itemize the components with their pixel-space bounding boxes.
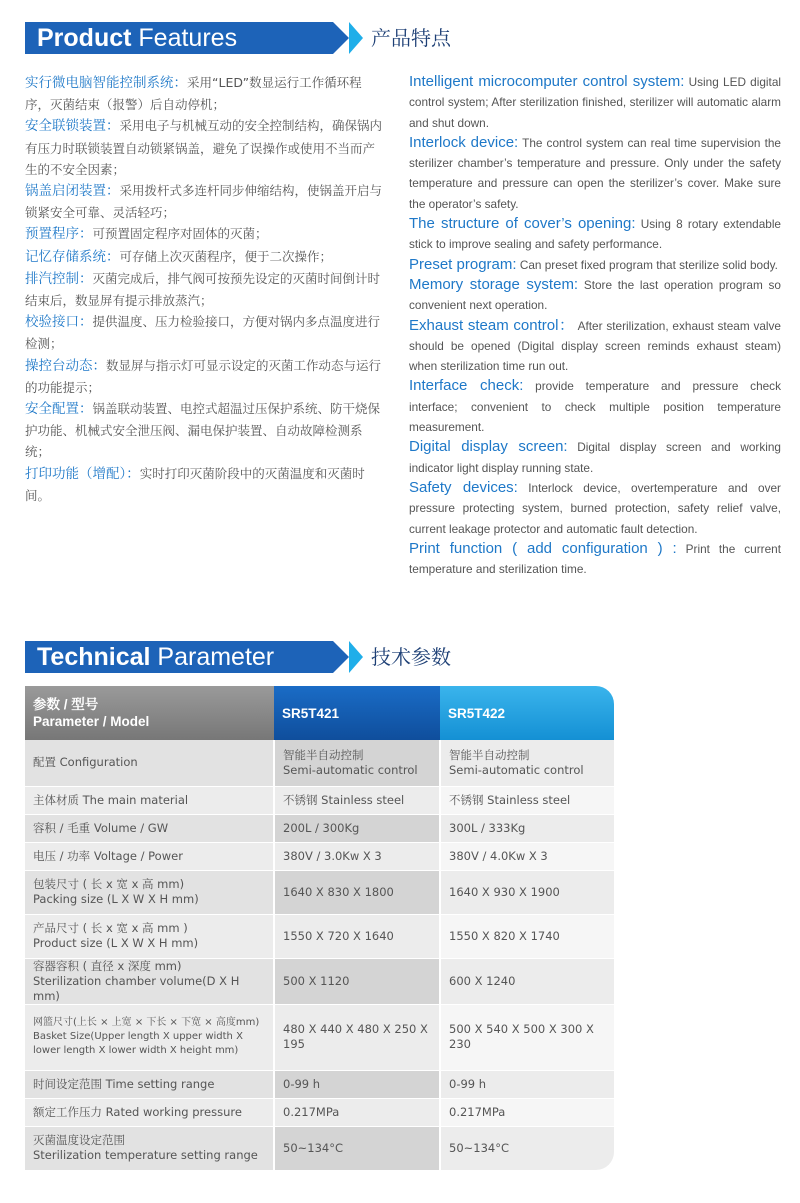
row-value-model-1: 200L / 300Kg: [274, 814, 440, 842]
row-value-model-1: 不锈钢 Stainless steel: [274, 786, 440, 814]
features-list-en: [409, 72, 781, 579]
feature-item: [25, 463, 385, 506]
feature-title: 实行微电脑智能控制系统：: [25, 75, 187, 91]
features-title: Product Features: [37, 24, 238, 52]
table-row: [25, 1004, 614, 1070]
feature-title: The structure of cover’s opening:: [409, 215, 636, 233]
feature-item: [409, 478, 781, 539]
feature-item: [409, 316, 781, 377]
feature-item: [409, 255, 781, 275]
feature-title: Safety devices:: [409, 478, 518, 496]
feature-text: 可预置固定程序对固体的灭菌；: [92, 226, 268, 242]
feature-text: Store the last operation program so convenient next operation.: [409, 277, 781, 313]
feature-text: 可存储上次灭菌程序，便于二次操作；: [119, 248, 333, 264]
row-value-model-2: 0-99 h: [440, 1070, 614, 1098]
row-label: 网篮尺寸(上长 × 上宽 × 下长 × 下宽 × 高度mm) Basket Size(Upper length X upper width X lower length X lower width X height mm): [25, 1004, 274, 1070]
row-value-model-2: 不锈钢 Stainless steel: [440, 786, 614, 814]
table-row: [25, 958, 614, 1004]
feature-title: Preset program:: [409, 255, 517, 273]
feature-text: The control system can real time supervision the sterilizer chamber’s temperature and pressure. Only under the safety temperature and pressure can open the sterilizer’s cover. Make sure the operator’s safety.: [409, 135, 781, 211]
feature-item: [25, 180, 385, 223]
row-value-model-2: 0.217MPa: [440, 1098, 614, 1126]
row-label: 额定工作压力 Rated working pressure: [25, 1098, 274, 1126]
feature-title: Digital display screen:: [409, 438, 568, 456]
product-features-banner: [25, 22, 465, 54]
feature-text: provide temperature and pressure check interface; convenient to check multiple position temperature measurement.: [409, 379, 781, 435]
feature-item: [25, 398, 385, 463]
feature-text: 数显屏与指示灯可显示设定的灭菌工作动态与运行的功能提示；: [25, 357, 382, 395]
feature-text: Using LED digital control system; After sterilization finished, sterilizer will automatic alarm and shut down.: [409, 75, 781, 130]
feature-title: 排汽控制：: [25, 270, 93, 287]
table-row: [25, 786, 614, 814]
feature-item: [25, 311, 385, 354]
feature-item: [25, 115, 385, 180]
feature-title: 安全配置：: [25, 401, 93, 418]
tech-title-cn: 技术参数: [371, 645, 451, 669]
row-value-model-1: 1640 X 830 X 1800: [274, 870, 440, 914]
row-value-model-2: 380V / 4.0Kw X 3: [440, 842, 614, 870]
feature-item: [409, 539, 781, 580]
feature-item: [409, 214, 781, 255]
feature-item: [409, 275, 781, 316]
table-row: [25, 914, 614, 958]
feature-item: [25, 355, 385, 398]
tech-title: Technical Parameter: [37, 643, 275, 671]
banner-accent: [349, 22, 363, 54]
feature-text: 锅盖联动装置、电控式超温过压保护系统、防干烧保护功能、机械式安全泄压阀、漏电保护装置、自动故障检测系统；: [25, 401, 381, 460]
row-label: 配置 Configuration: [25, 740, 274, 786]
feature-text: After sterilization, exhaust steam valve should be opened (Digital display screen reminds exhaust steam) when sterilization time run out.: [409, 318, 781, 374]
feature-text: 采用电子与机械互动的安全控制结构，确保锅内有压力时联锁装置自动锁紧锅盖，避免了误操作或使用不当而产生的不安全因素；: [25, 118, 383, 177]
feature-title: Interlock device:: [409, 133, 519, 151]
table-row: [25, 1126, 614, 1170]
feature-text: 提供温度、压力检验接口，方便对锅内多点温度进行检测；: [25, 314, 381, 352]
row-value-model-2: 300L / 333Kg: [440, 814, 614, 842]
row-label: 容器容积 ( 直径 x 深度 mm) Sterilization chamber volume(D X H mm): [25, 958, 274, 1004]
feature-text: Can preset fixed program that sterilize solid body.: [516, 257, 778, 272]
row-label: 容积 / 毛重 Volume / GW: [25, 814, 274, 842]
technical-parameter-banner: [25, 641, 475, 673]
row-value-model-1: 智能半自动控制 Semi-automatic control: [274, 740, 440, 786]
feature-text: Interlock device, overtemperature and over pressure protecting system, burned protection, safety relief valve, current leakage protector and automatic fault detection.: [409, 480, 781, 536]
feature-title: 校验接口：: [25, 314, 93, 331]
feature-text: Print the current temperature and sterilization time.: [409, 541, 781, 577]
feature-text: 灭菌完成后，排气阀可按预先设定的灭菌时间倒计时结束后，数显屏有提示排放蒸汽；: [25, 270, 381, 309]
row-label: 电压 / 功率 Voltage / Power: [25, 842, 274, 870]
feature-title: Print function ( add configuration ) :: [409, 539, 677, 557]
row-value-model-1: 380V / 3.0Kw X 3: [274, 842, 440, 870]
banner-arrow: [333, 641, 349, 673]
row-value-model-2: 600 X 1240: [440, 958, 614, 1004]
row-label: 产品尺寸 ( 长 x 宽 x 高 mm ) Product size (L X W X H mm): [25, 914, 274, 958]
feature-title: 锅盖启闭装置：: [25, 183, 120, 200]
feature-item: [25, 72, 385, 115]
row-label: 时间设定范围 Time setting range: [25, 1070, 274, 1098]
banner-accent: [349, 641, 363, 673]
feature-title: 记忆存储系统：: [25, 248, 120, 265]
table-row: [25, 842, 614, 870]
feature-text: 采用“LED”数显运行工作循环程序，灭菌结束（报警）后自动停机；: [25, 75, 362, 113]
row-value-model-1: 50~134°C: [274, 1126, 440, 1170]
header-model-2: SR5T422: [440, 686, 614, 740]
table-row: [25, 1098, 614, 1126]
table-row: [25, 740, 614, 786]
feature-item: [25, 223, 385, 245]
row-label: 包装尺寸 ( 长 x 宽 x 高 mm) Packing size (L X W X H mm): [25, 870, 274, 914]
row-value-model-1: 1550 X 720 X 1640: [274, 914, 440, 958]
feature-title: 安全联锁装置：: [25, 118, 120, 135]
row-label: 灭菌温度设定范围 Sterilization temperature setting range: [25, 1126, 274, 1170]
row-value-model-2: 智能半自动控制 Semi-automatic control: [440, 740, 614, 786]
row-value-model-2: 1550 X 820 X 1740: [440, 914, 614, 958]
table-row: [25, 870, 614, 914]
feature-title: 打印功能（增配）：: [25, 465, 140, 482]
banner-arrow: [333, 22, 349, 54]
row-value-model-2: 500 X 540 X 500 X 300 X 230: [440, 1004, 614, 1070]
header-parameter-model: 参数 / 型号 Parameter / Model: [25, 686, 274, 740]
feature-title: Memory storage system:: [409, 275, 579, 293]
row-value-model-1: 0.217MPa: [274, 1098, 440, 1126]
row-value-model-1: 500 X 1120: [274, 958, 440, 1004]
feature-text: 采用拨杆式多连杆同步伸缩结构，使锅盖开启与锁紧安全可靠、灵活轻巧；: [25, 183, 383, 221]
table-row: [25, 814, 614, 842]
feature-title: Interface check:: [409, 377, 524, 395]
feature-title: 操控台动态：: [25, 357, 106, 374]
feature-item: [409, 72, 781, 133]
feature-item: [409, 376, 781, 437]
parameter-table: [25, 686, 614, 1170]
feature-title: Intelligent microcomputer control system:: [409, 73, 685, 90]
feature-item: [25, 268, 385, 311]
feature-item: [409, 437, 781, 478]
table-header-row: [25, 686, 614, 740]
row-label: 主体材质 The main material: [25, 786, 274, 814]
feature-text: 实时打印灭菌阶段中的灭菌温度和灭菌时间。: [25, 465, 365, 503]
row-value-model-1: 0-99 h: [274, 1070, 440, 1098]
features-title-cn: 产品特点: [371, 26, 451, 50]
row-value-model-1: 480 X 440 X 480 X 250 X 195: [274, 1004, 440, 1070]
feature-item: [409, 133, 781, 214]
table-row: [25, 1070, 614, 1098]
feature-text: Using 8 rotary extendable stick to improve sealing and safety performance.: [409, 217, 781, 252]
header-model-1: SR5T421: [274, 686, 440, 740]
feature-title: 预置程序：: [25, 226, 93, 243]
feature-text: Digital display screen and working indicator light display running state.: [409, 440, 781, 475]
features-list-cn: [25, 72, 385, 506]
feature-item: [25, 246, 385, 268]
row-value-model-2: 50~134°C: [440, 1126, 614, 1170]
feature-title: Exhaust steam control：: [409, 316, 575, 334]
row-value-model-2: 1640 X 930 X 1900: [440, 870, 614, 914]
